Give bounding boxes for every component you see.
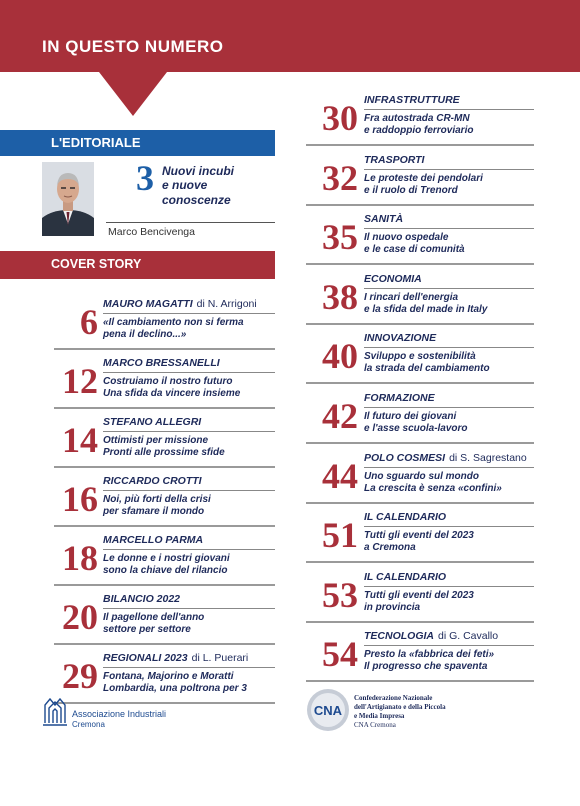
cover-story-band xyxy=(0,251,275,279)
cna-line-2: dell'Artigianato e della Piccola xyxy=(354,703,446,711)
cna-badge-icon xyxy=(306,688,350,732)
toc-rule xyxy=(364,407,534,408)
toc-section-name: INFRASTRUTTURE xyxy=(364,94,460,106)
toc-page-number: 29 xyxy=(62,656,98,696)
svg-text:CNA: CNA xyxy=(313,703,343,718)
toc-entry xyxy=(62,593,275,651)
toc-section xyxy=(364,154,424,166)
toc-entry xyxy=(322,451,534,510)
toc-entry xyxy=(322,630,534,688)
toc-entry xyxy=(322,153,534,212)
toc-section-name: REGIONALI 2023 xyxy=(103,652,188,664)
toc-title-line: a Cremona xyxy=(364,542,416,554)
toc-title-line: e l'asse scuola-lavoro xyxy=(364,423,468,434)
cna-line-3: e Media Impresa xyxy=(354,712,405,720)
toc-separator xyxy=(54,525,275,527)
toc-page-number: 6 xyxy=(80,302,98,342)
toc-title-line: Lombardia, una poltrona per 3 xyxy=(103,683,247,694)
toc-rule xyxy=(103,667,275,668)
toc-title-line: Una sfida da vincere insieme xyxy=(103,388,241,399)
toc-section-name: RICCARDO CROTTI xyxy=(103,475,202,487)
toc-rule xyxy=(364,526,534,527)
toc-title-line: Presto la «fabbrica dei feti» xyxy=(364,649,495,661)
toc-section-name: INNOVAZIONE xyxy=(364,332,437,345)
toc-separator xyxy=(306,561,534,563)
toc-section xyxy=(103,652,248,664)
toc-section xyxy=(364,452,527,464)
toc-entry xyxy=(322,213,534,271)
editoriale-page-number: 3 xyxy=(136,158,154,198)
toc-page-number: 32 xyxy=(322,157,358,198)
toc-section-name: BILANCIO 2022 xyxy=(103,593,181,605)
toc-page-number: 16 xyxy=(62,479,98,519)
author-portrait xyxy=(42,162,94,236)
cna-logo xyxy=(306,688,446,737)
toc-title-line: sono la chiave del rilancio xyxy=(103,565,228,576)
toc-rule xyxy=(364,645,534,646)
toc-section-name: MAURO MAGATTI xyxy=(103,298,193,310)
toc-title-line: Uno sguardo sul mondo xyxy=(364,470,479,482)
toc-separator xyxy=(306,263,534,265)
toc-entry xyxy=(322,272,534,331)
cna-line-1: Confederazione Nazionale xyxy=(354,694,433,702)
toc-section-name: STEFANO ALLEGRI xyxy=(103,416,202,428)
toc-section-name: TRASPORTI xyxy=(364,153,425,166)
page-title: IN QUESTO NUMERO xyxy=(42,37,224,56)
toc-title-line: pena il declino...» xyxy=(103,329,187,340)
toc-title-line: Costruiamo il nostro futuro xyxy=(103,376,233,387)
toc-separator xyxy=(306,144,534,146)
toc-entry xyxy=(62,534,275,592)
toc-separator xyxy=(306,680,534,682)
toc-section xyxy=(364,571,446,583)
toc-separator xyxy=(306,323,534,325)
toc-rule xyxy=(364,109,534,110)
toc-entry xyxy=(62,416,275,474)
toc-title-line: la strada del cambiamento xyxy=(364,363,490,375)
toc-rule xyxy=(364,169,534,170)
toc-separator xyxy=(306,204,534,206)
toc-page-number: 35 xyxy=(322,217,358,258)
toc-section-name: TECNOLOGIA xyxy=(364,630,434,643)
toc-title-line: Sviluppo e sostenibilità xyxy=(364,351,476,363)
toc-entry xyxy=(322,332,534,390)
toc-page-number: 20 xyxy=(62,597,98,637)
toc-separator xyxy=(306,382,534,384)
toc-title-line: Pronti alle prossime sfide xyxy=(103,447,225,458)
toc-section xyxy=(103,357,220,369)
toc-title-line: Il pagellone dell'anno xyxy=(103,612,205,623)
industriali-city: Cremona xyxy=(72,720,105,729)
toc-rule xyxy=(103,549,275,550)
toc-title-line: e raddoppio ferroviario xyxy=(364,125,474,136)
toc-title-line: e il ruolo di Trenord xyxy=(364,184,458,196)
toc-section-name: MARCELLO PARMA xyxy=(103,534,204,546)
toc-title-line: Ottimisti per missione xyxy=(103,435,209,446)
toc-separator xyxy=(306,502,534,504)
toc-section xyxy=(364,273,422,285)
industriali-logo xyxy=(42,693,167,732)
toc-entry xyxy=(322,392,534,450)
toc-title-line: Il futuro dei giovani xyxy=(364,411,457,422)
toc-entry xyxy=(62,357,275,415)
toc-separator xyxy=(54,466,275,468)
toc-rule xyxy=(103,372,275,373)
toc-entry xyxy=(322,570,534,629)
editoriale-band xyxy=(0,130,275,156)
toc-page-number: 38 xyxy=(322,276,358,317)
toc-section xyxy=(364,332,436,344)
toc-section-name: POLO COSMESI xyxy=(364,451,446,464)
toc-page-number: 44 xyxy=(322,455,358,496)
toc-separator xyxy=(54,702,275,704)
cna-line-4: CNA Cremona xyxy=(354,721,396,729)
toc-rule xyxy=(364,228,534,229)
toc-entry xyxy=(62,475,275,533)
toc-section-name: FORMAZIONE xyxy=(364,392,435,404)
toc-separator xyxy=(54,348,275,350)
cover-story-label: COVER STORY xyxy=(51,257,142,271)
editoriale-author: Marco Bencivenga xyxy=(108,226,195,238)
toc-title-line: Fra autostrada CR-MN xyxy=(364,113,470,124)
toc-title-line: I rincari dell'energia xyxy=(364,291,459,303)
editoriale-label: L'EDITORIALE xyxy=(51,135,141,150)
toc-entry xyxy=(62,652,275,710)
toc-section xyxy=(103,593,180,605)
toc-section xyxy=(364,94,460,106)
toc-title-line: Il nuovo ospedale xyxy=(364,232,449,244)
toc-section xyxy=(364,511,446,523)
toc-entry xyxy=(80,298,275,356)
toc-rule xyxy=(103,608,275,609)
toc-rule xyxy=(103,313,275,314)
toc-section-name: IL CALENDARIO xyxy=(364,570,447,583)
toc-page-number: 14 xyxy=(62,420,98,460)
toc-rule xyxy=(364,467,534,468)
editoriale-divider xyxy=(106,222,275,223)
toc-title-line: Il progresso che spaventa xyxy=(364,661,488,673)
header-band xyxy=(0,0,580,72)
toc-byline: di L. Puerari xyxy=(191,652,249,664)
toc-title-line: «Il cambiamento non si ferma xyxy=(103,317,244,328)
toc-page-number: 54 xyxy=(322,634,358,675)
toc-byline: di N. Arrigoni xyxy=(196,298,257,310)
toc-page-number: 51 xyxy=(322,515,358,556)
toc-section xyxy=(364,213,403,225)
toc-section-name: ECONOMIA xyxy=(364,272,422,285)
editoriale-title: Nuovi incubi e nuove conoscenze xyxy=(162,164,234,207)
toc-entry xyxy=(322,511,534,569)
toc-separator xyxy=(306,621,534,623)
toc-rule xyxy=(364,288,534,289)
toc-separator xyxy=(54,407,275,409)
toc-page-number: 30 xyxy=(322,98,358,138)
toc-rule xyxy=(364,347,534,348)
toc-title-line: Fontana, Majorino e Moratti xyxy=(103,671,234,682)
toc-section-name: IL CALENDARIO xyxy=(364,511,447,524)
header-arrow xyxy=(99,72,167,116)
toc-entry xyxy=(322,94,534,152)
toc-title-line: per sfamare il mondo xyxy=(103,506,205,517)
toc-section xyxy=(364,392,435,404)
industriali-emblem-icon xyxy=(42,693,68,727)
toc-title-line: Noi, più forti della crisi xyxy=(103,494,211,505)
toc-rule xyxy=(103,431,275,432)
toc-title-line: e le case di comunità xyxy=(364,244,465,256)
toc-separator xyxy=(54,643,275,645)
industriali-name: Associazione Industriali xyxy=(72,709,167,719)
toc-rule xyxy=(103,490,275,491)
toc-title-line: La crescita è senza «confini» xyxy=(364,482,502,494)
toc-section xyxy=(103,534,203,546)
toc-section xyxy=(364,630,498,642)
toc-title-line: e la sfida del made in Italy xyxy=(364,303,488,315)
toc-title-line: Le proteste dei pendolari xyxy=(364,172,483,184)
toc-section xyxy=(103,298,257,310)
toc-title-line: Le donne e i nostri giovani xyxy=(103,553,230,564)
toc-page-number: 53 xyxy=(322,574,358,615)
toc-section xyxy=(103,475,202,487)
toc-title-line: settore per settore xyxy=(103,624,191,635)
toc-page-number: 42 xyxy=(322,396,358,436)
toc-section-name: SANITÀ xyxy=(364,213,404,226)
toc-byline: di S. Sagrestano xyxy=(449,451,527,464)
toc-separator xyxy=(54,584,275,586)
toc-page-number: 12 xyxy=(62,361,98,401)
toc-title-line: in provincia xyxy=(364,601,421,613)
toc-section-name: MARCO BRESSANELLI xyxy=(103,357,220,369)
toc-page-number: 18 xyxy=(62,538,98,578)
toc-byline: di G. Cavallo xyxy=(438,630,499,643)
toc-page-number: 40 xyxy=(322,336,358,377)
toc-separator xyxy=(306,442,534,444)
toc-title-line: Tutti gli eventi del 2023 xyxy=(364,530,474,542)
toc-title-line: Tutti gli eventi del 2023 xyxy=(364,589,474,601)
toc-rule xyxy=(364,586,534,587)
toc-section xyxy=(103,416,201,428)
